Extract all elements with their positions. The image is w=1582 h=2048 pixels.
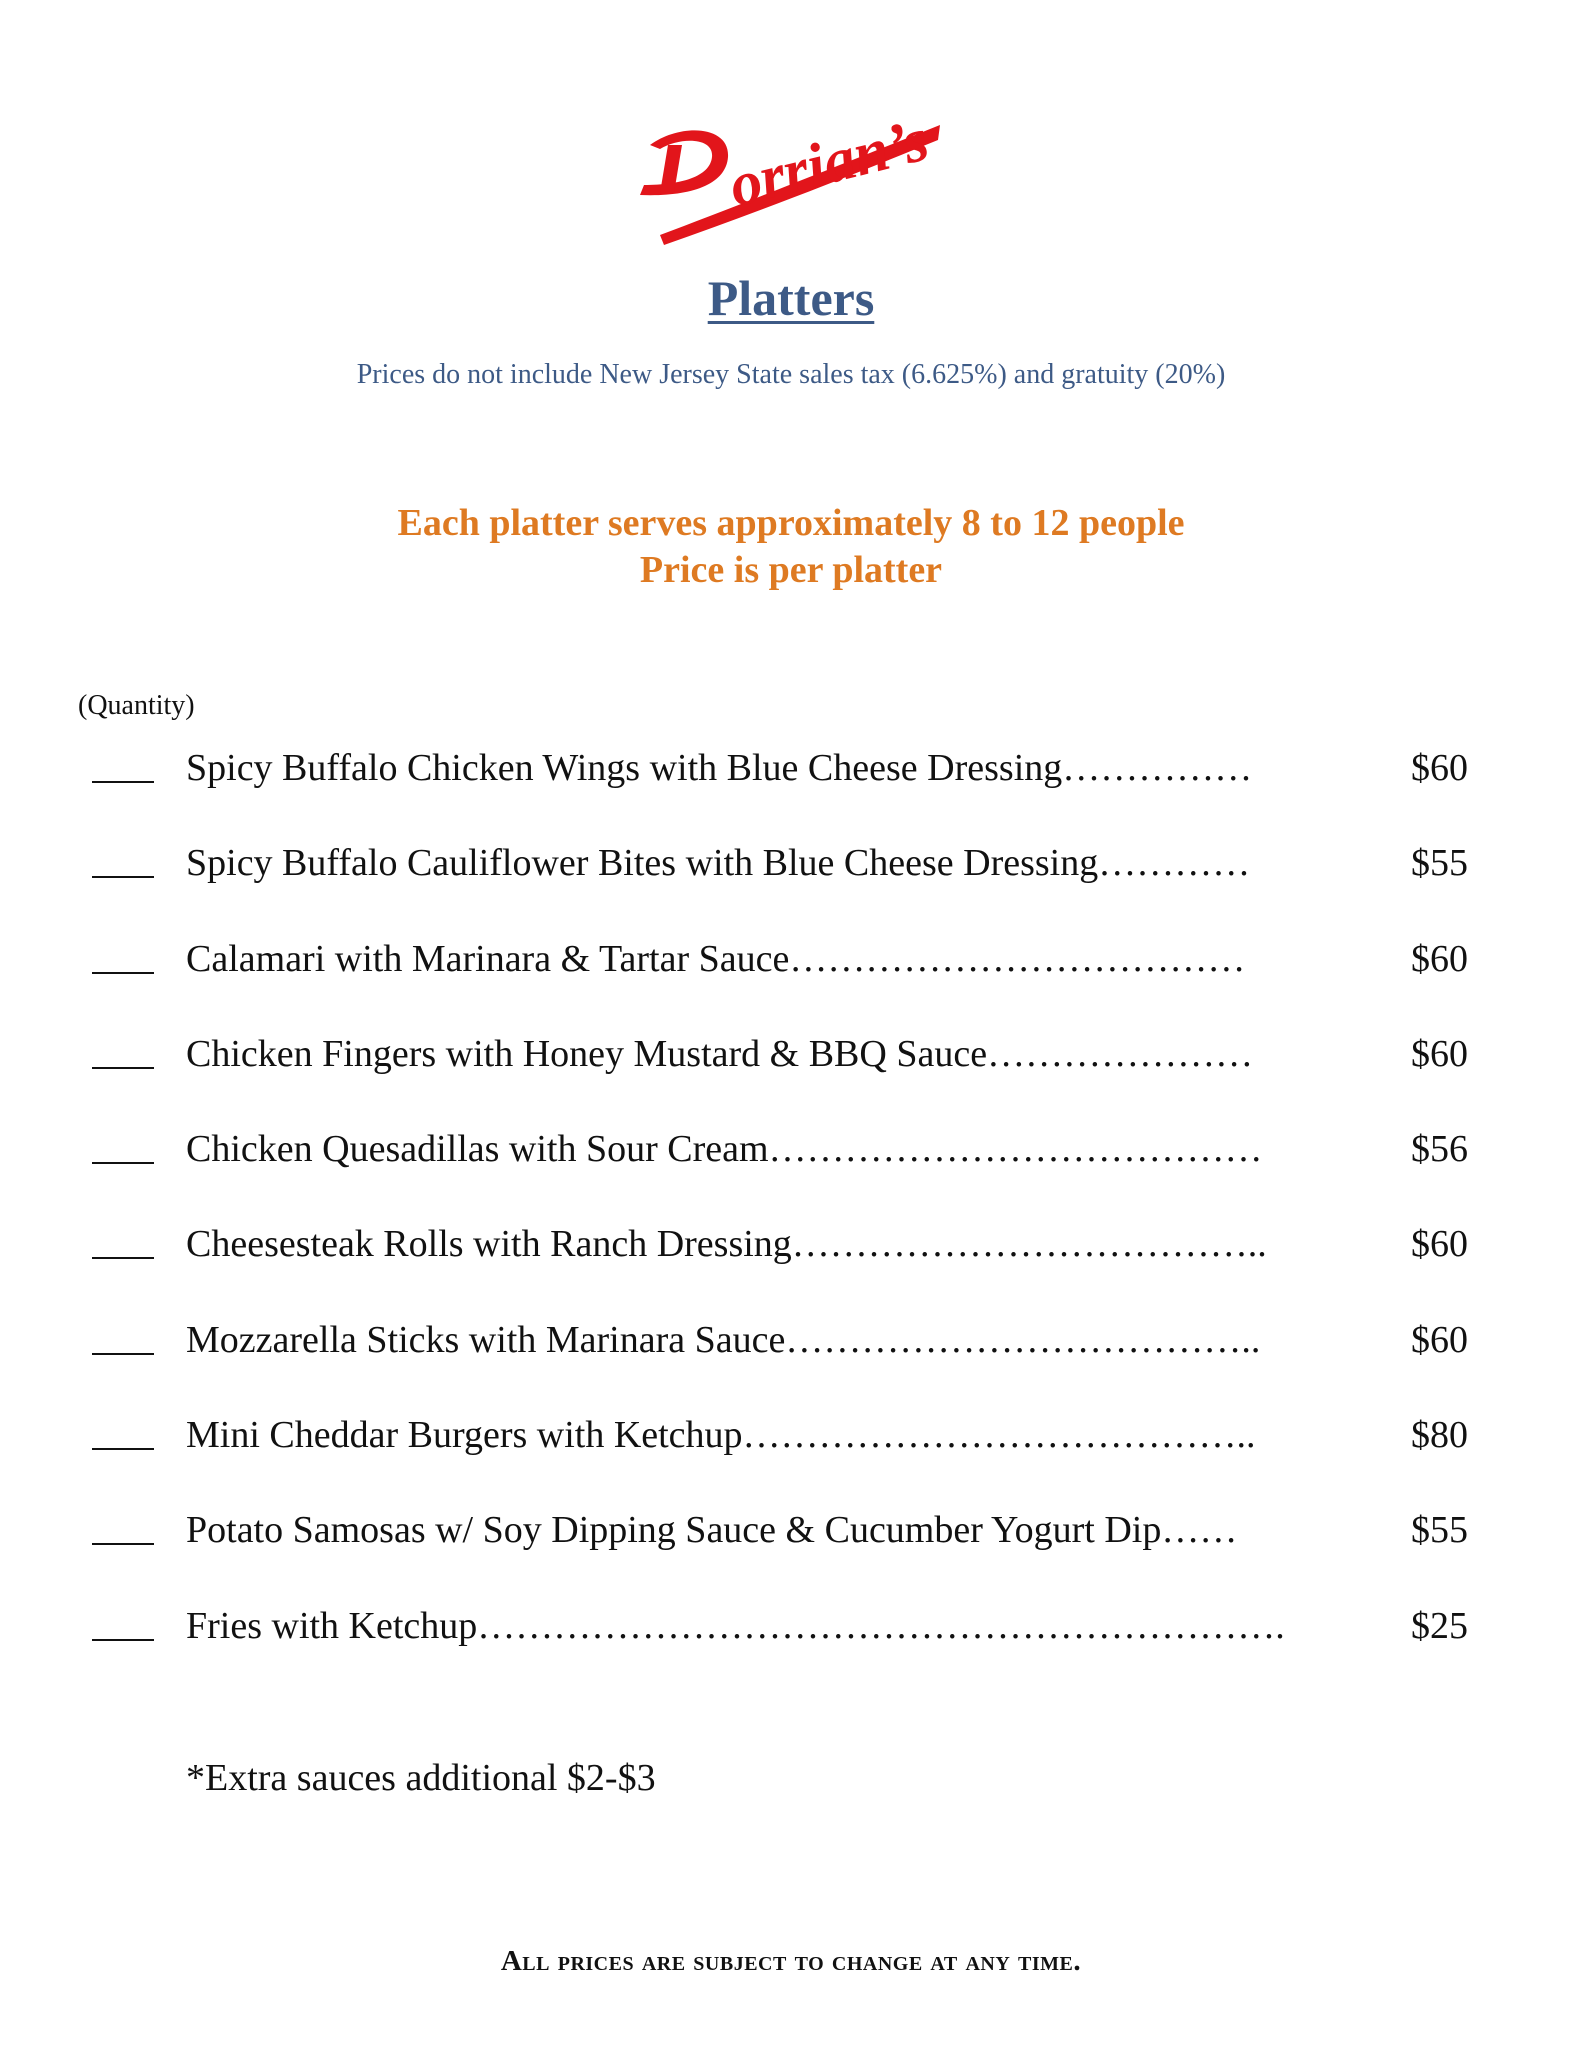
menu-item-price: $60: [1411, 1032, 1468, 1075]
menu-item: [0, 1506, 1582, 1601]
serving-info-line-1: Each platter serves approximately 8 to 12 people: [397, 502, 1185, 544]
tax-note: Prices do not include New Jersey State sales tax (6.625%) and gratuity (20%): [356, 359, 1226, 390]
quantity-blank[interactable]: [92, 1639, 154, 1641]
menu-item-price: $56: [1411, 1128, 1468, 1171]
menu-item-name: Chicken Quesadillas with Sour Cream…………………………………: [186, 1128, 1263, 1171]
quantity-label: (Quantity): [78, 690, 195, 721]
quantity-blank[interactable]: [92, 1448, 154, 1450]
menu-item: [0, 1125, 1582, 1220]
menu-item-price: $60: [1411, 1223, 1468, 1266]
quantity-blank[interactable]: [92, 1257, 154, 1259]
menu-item-name: Cheesesteak Rolls with Ranch Dressing………………………………..: [186, 1223, 1267, 1266]
platter-menu: [0, 744, 1582, 1697]
menu-item-name: Spicy Buffalo Cauliflower Bites with Blue Cheese Dressing…………: [186, 842, 1251, 885]
menu-item-price: $80: [1411, 1414, 1468, 1457]
extra-sauces-note: *Extra sauces additional $2-$3: [186, 1757, 656, 1799]
page-title: [0, 268, 1582, 328]
menu-item-price: $25: [1411, 1604, 1468, 1647]
serving-info-line-2: Price is per platter: [639, 549, 943, 591]
menu-item-name: Calamari with Marinara & Tartar Sauce………………………………: [186, 937, 1246, 980]
menu-item-name: Mozzarella Sticks with Marinara Sauce………………………………..: [186, 1318, 1261, 1361]
price-disclaimer: All prices are subject to change at any time.: [500, 1945, 1082, 1977]
serving-info: [0, 500, 1582, 594]
menu-item-price: $60: [1411, 747, 1468, 789]
quantity-blank[interactable]: [92, 781, 154, 783]
menu-item-name: Potato Samosas w/ Soy Dipping Sauce & Cucumber Yogurt Dip……: [186, 1509, 1238, 1552]
quantity-blank[interactable]: [92, 1067, 154, 1069]
menu-item: [0, 744, 1582, 839]
menu-item-name: Spicy Buffalo Chicken Wings with Blue Cheese Dressing……………: [186, 747, 1253, 789]
menu-item: [0, 839, 1582, 934]
quantity-blank[interactable]: [92, 1543, 154, 1545]
menu-item-price: $60: [1411, 937, 1468, 980]
menu-item: [0, 1220, 1582, 1315]
menu-item-price: $55: [1411, 842, 1468, 885]
menu-item-name: Fries with Ketchup……………………………………………………….: [186, 1604, 1285, 1647]
menu-item-price: $60: [1411, 1318, 1468, 1361]
menu-item-name: Chicken Fingers with Honey Mustard & BBQ Sauce…………………: [186, 1032, 1254, 1075]
svg-text:orrian’s: orrian’s: [722, 105, 936, 221]
quantity-blank[interactable]: [92, 972, 154, 974]
dorrians-logo: [620, 85, 960, 245]
quantity-blank[interactable]: [92, 1353, 154, 1355]
menu-item: [0, 1030, 1582, 1125]
quantity-blank[interactable]: [92, 1162, 154, 1164]
menu-item: [0, 1602, 1582, 1697]
quantity-blank[interactable]: [92, 876, 154, 878]
menu-item-price: $55: [1411, 1509, 1468, 1552]
menu-item: [0, 935, 1582, 1030]
menu-item: [0, 1316, 1582, 1411]
menu-item-name: Mini Cheddar Burgers with Ketchup…………………………………..: [186, 1414, 1256, 1457]
menu-item: [0, 1411, 1582, 1506]
page-title-text: Platters: [707, 270, 875, 326]
